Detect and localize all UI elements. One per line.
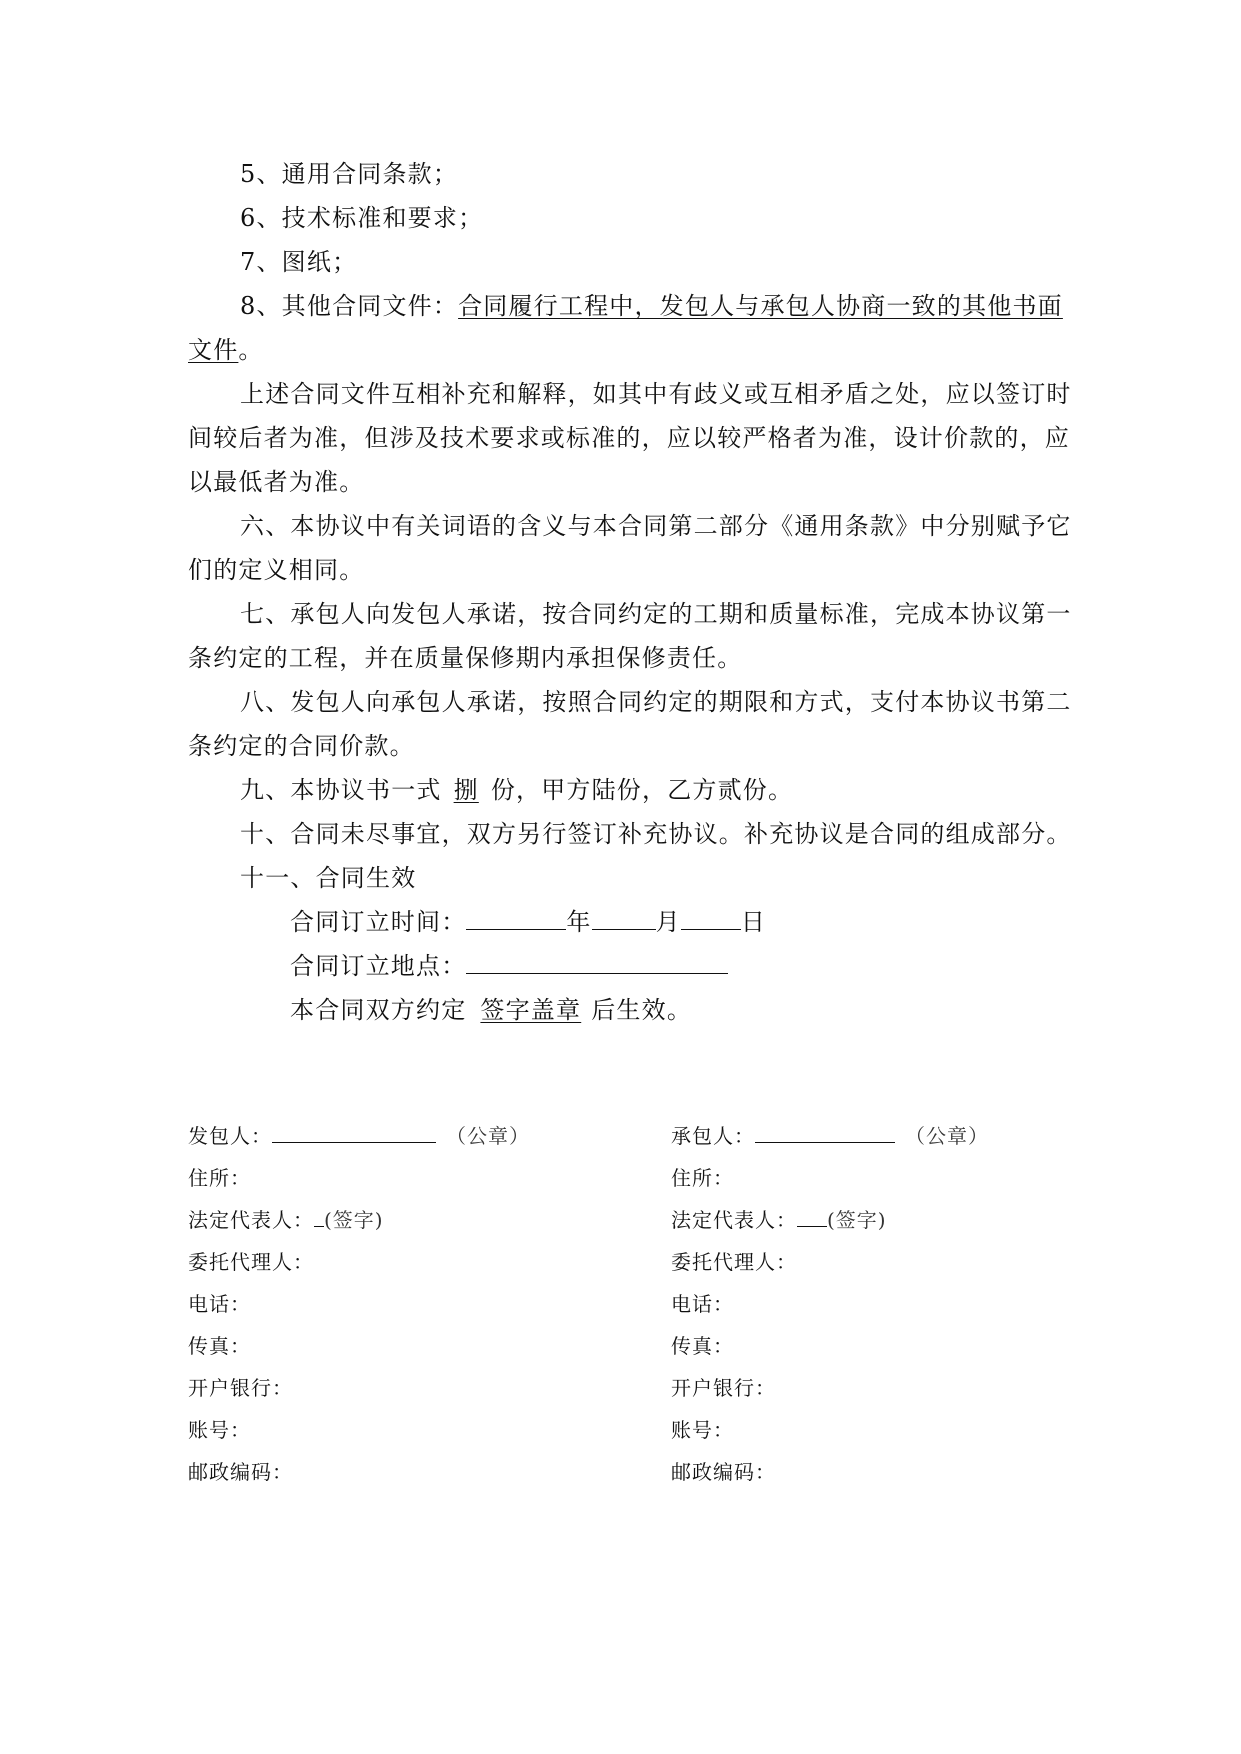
interpret-line-1: 上述合同文件互相补充和解释，如其中有歧义或互相矛盾之处，应以签订时 [240,380,1072,408]
sign-place-label: 合同订立地点： [290,952,467,980]
clause-7-line-1: 七、承包人向发包人承诺，按合同约定的工期和质量标准，完成本协议第一 [240,600,1072,628]
effect-line [290,995,692,1025]
place-blank[interactable] [466,951,728,974]
sign-place-line [290,951,728,981]
contractor-account: 账号： [671,1418,734,1442]
item-8-prefix: 8、其他合同文件： [240,292,459,320]
item-8-underlined-1: 合同履行工程中，发包人与承包人协商一致的其他书面 [458,292,1063,320]
item-8-suffix: 。 [238,336,264,364]
year-blank[interactable] [466,907,566,930]
clause-9-prefix: 九、本协议书一式 [240,776,442,804]
employer-account: 账号： [188,1418,251,1442]
clause-8-line-2: 条约定的合同价款。 [188,732,415,760]
contractor-seal-label: （公章） [905,1124,989,1148]
employer-fax: 传真： [188,1334,251,1358]
interpret-line-2: 间较后者为准，但涉及技术要求或标准的，应以较严格者为准，设计价款的，应 [188,424,1070,452]
contractor-agent: 委托代理人： [671,1250,797,1274]
employer-postcode: 邮政编码： [188,1460,293,1484]
day-blank[interactable] [681,907,741,930]
clause-9 [240,775,793,805]
contractor-legal-rep-blank[interactable] [797,1208,827,1227]
clause-11-title: 十一、合同生效 [240,864,417,892]
effect-value: 签字盖章 [480,996,582,1024]
clause-10: 十、合同未尽事宜，双方另行签订补充协议。补充协议是合同的组成部分。 [240,820,1072,848]
item-7: 7、图纸； [240,248,358,276]
item-8-underlined-2: 文件 [188,336,239,364]
contractor-sign-label: (签字) [827,1208,887,1232]
employer-legal-rep-blank[interactable] [314,1208,324,1227]
contractor-bank: 开户银行： [671,1376,776,1400]
contractor-legal-rep-line [671,1207,887,1233]
clause-9-count: 捌 [453,776,479,804]
contractor-legal-rep-label: 法定代表人： [671,1208,797,1232]
item-8-line1 [240,291,1063,321]
clause-7-line-2: 条约定的工程，并在质量保修期内承担保修责任。 [188,644,743,672]
employer-bank: 开户银行： [188,1376,293,1400]
effect-suffix: 后生效。 [591,996,693,1024]
interpret-line-3: 以最低者为准。 [188,468,365,496]
employer-address: 住所： [188,1166,251,1190]
employer-agent: 委托代理人： [188,1250,314,1274]
contractor-party-label: 承包人： [671,1124,755,1148]
contractor-party-blank[interactable] [755,1124,895,1143]
item-8-line2 [188,335,264,365]
sign-date-line [290,907,766,937]
clause-9-suffix: 份，甲方陆份，乙方贰份。 [490,776,794,804]
employer-party-label: 发包人： [188,1124,272,1148]
clause-6-line-1: 六、本协议中有关词语的含义与本合同第二部分《通用条款》中分别赋予它 [240,512,1072,540]
employer-party-line [188,1123,530,1149]
clause-6-line-2: 们的定义相同。 [188,556,365,584]
employer-legal-rep-label: 法定代表人： [188,1208,314,1232]
employer-legal-rep-line [188,1207,384,1233]
item-5: 5、通用合同条款； [240,160,459,188]
month-blank[interactable] [592,907,656,930]
month-label: 月 [655,908,681,936]
year-label: 年 [566,908,592,936]
contractor-address: 住所： [671,1166,734,1190]
employer-party-blank[interactable] [272,1124,436,1143]
employer-sign-label: (签字) [324,1208,384,1232]
sign-date-label: 合同订立时间： [290,908,467,936]
contractor-postcode: 邮政编码： [671,1460,776,1484]
clause-8-line-1: 八、发包人向承包人承诺，按照合同约定的期限和方式，支付本协议书第二 [240,688,1072,716]
contractor-fax: 传真： [671,1334,734,1358]
contractor-phone: 电话： [671,1292,734,1316]
employer-seal-label: （公章） [446,1124,530,1148]
item-6: 6、技术标准和要求； [240,204,484,232]
contractor-party-line [671,1123,989,1149]
employer-phone: 电话： [188,1292,251,1316]
effect-prefix: 本合同双方约定 [290,996,467,1024]
day-label: 日 [740,908,767,936]
